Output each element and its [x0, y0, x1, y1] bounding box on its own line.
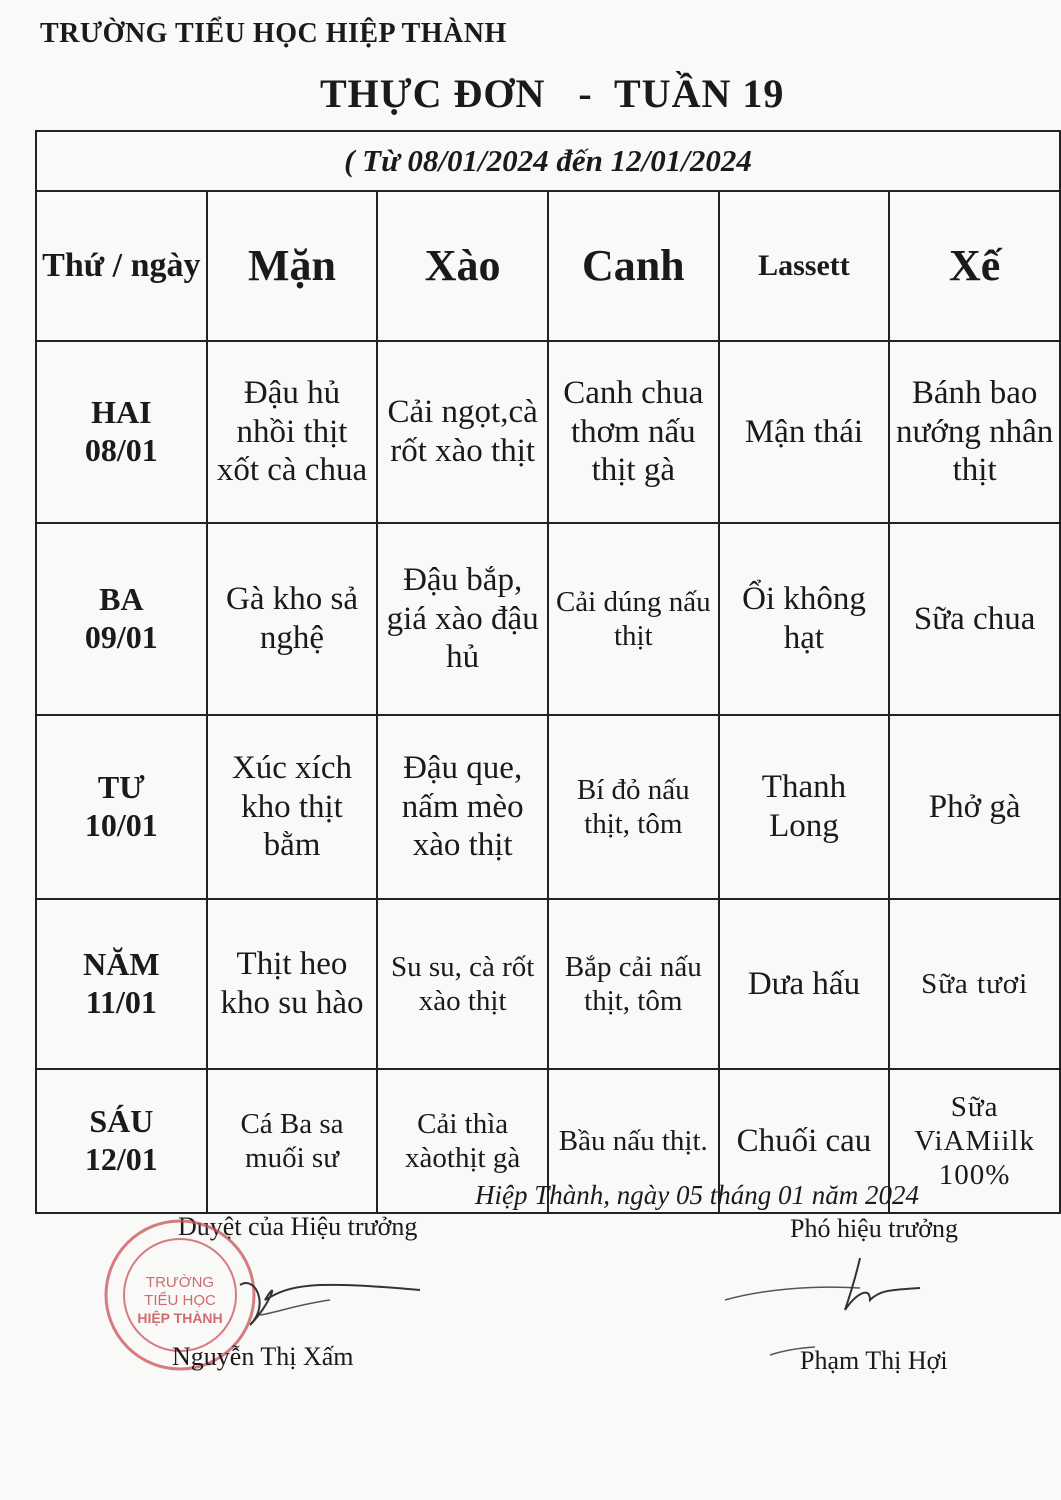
svg-text:TRƯỜNG: TRƯỜNG — [145, 1274, 215, 1291]
place-date: Hiệp Thành, ngày 05 tháng 01 năm 2024 — [475, 1180, 919, 1210]
vice-principal-signature — [720, 1250, 940, 1360]
lassett-cell: Ổi không hạt — [719, 523, 890, 715]
man-cell: Thịt heo kho su hào — [207, 899, 378, 1069]
canh-cell: Bí đỏ nấu thịt, tôm — [548, 715, 719, 899]
man-cell: Xúc xích kho thịt bằm — [207, 715, 378, 899]
col-header-day: Thứ / ngày — [36, 191, 207, 341]
col-header-lassett: Lassett — [719, 191, 890, 341]
lassett-cell: Dưa hấu — [719, 899, 890, 1069]
school-name: TRƯỜNG TIỂU HỌC HIỆP THÀNH — [40, 18, 507, 49]
xao-cell: Đậu bắp, giá xào đậu hủ — [377, 523, 548, 715]
xao-cell: Cải ngọt,cà rốt xào thịt — [377, 341, 548, 523]
col-header-man: Mặn — [207, 191, 378, 341]
header-row — [36, 191, 1060, 341]
day-cell — [36, 341, 207, 523]
col-header-canh: Canh — [548, 191, 719, 341]
day-date: 11/01 — [85, 984, 157, 1020]
svg-text:TIỂU HỌC: TIỂU HỌC — [144, 1292, 216, 1309]
xe-cell: Sữa ViAMiilk 100% — [889, 1069, 1060, 1213]
xao-cell: Su su, cà rốt xào thịt — [377, 899, 548, 1069]
col-header-xao: Xào — [377, 191, 548, 341]
xao-cell: Đậu que, nấm mèo xào thịt — [377, 715, 548, 899]
canh-cell: Canh chua thơm nấu thịt gà — [548, 341, 719, 523]
day-date: 12/01 — [84, 1141, 158, 1177]
lassett-cell: Mận thái — [719, 341, 890, 523]
xe-cell: Bánh bao nướng nhân thịt — [889, 341, 1060, 523]
day-cell — [36, 523, 207, 715]
principal-title: Duyệt của Hiệu trưởng — [178, 1212, 418, 1241]
canh-cell: Bắp cải nấu thịt, tôm — [548, 899, 719, 1069]
day-label: TƯ — [97, 769, 145, 806]
lassett-cell: Chuối cau — [719, 1069, 890, 1213]
xao-cell: Cải thìa xàothịt gà — [377, 1069, 548, 1213]
day-date: 09/01 — [84, 619, 158, 655]
day-date: 08/01 — [84, 432, 158, 468]
principal-name: Nguyễn Thị Xấm — [172, 1342, 354, 1371]
table-row — [36, 341, 1060, 523]
svg-text:HIỆP THÀNH: HIỆP THÀNH — [137, 1310, 223, 1326]
lassett-cell: Thanh Long — [719, 715, 890, 899]
man-cell: Cá Ba sa muối sư — [207, 1069, 378, 1213]
menu-title: THỰC ĐƠN - TUẦN 19 — [320, 71, 785, 116]
day-label: HAI — [91, 394, 152, 431]
canh-cell: Bầu nấu thịt. — [548, 1069, 719, 1213]
man-cell: Đậu hủ nhồi thịt xốt cà chua — [207, 341, 378, 523]
table-row — [36, 899, 1060, 1069]
table-row — [36, 523, 1060, 715]
day-cell — [36, 899, 207, 1069]
principal-signature — [200, 1245, 430, 1355]
xe-cell: Sữa tươi — [889, 899, 1060, 1069]
xe-cell: Sữa chua — [889, 523, 1060, 715]
xe-cell: Phở gà — [889, 715, 1060, 899]
man-cell: Gà kho sả nghệ — [207, 523, 378, 715]
col-header-xe: Xế — [889, 191, 1060, 341]
day-cell — [36, 715, 207, 899]
table-row — [36, 715, 1060, 899]
day-date: 10/01 — [84, 807, 158, 843]
day-cell — [36, 1069, 207, 1213]
date-range: ( Từ 08/01/2024 đến 12/01/2024 — [36, 131, 1060, 191]
day-label: SÁU — [89, 1103, 154, 1140]
menu-table — [35, 130, 1061, 1214]
day-label: NĂM — [83, 946, 160, 983]
vice-principal-title: Phó hiệu trưởng — [790, 1214, 958, 1243]
canh-cell: Cải dúng nấu thịt — [548, 523, 719, 715]
day-label: BA — [99, 581, 144, 618]
vice-principal-name: Phạm Thị Hợi — [800, 1346, 948, 1375]
